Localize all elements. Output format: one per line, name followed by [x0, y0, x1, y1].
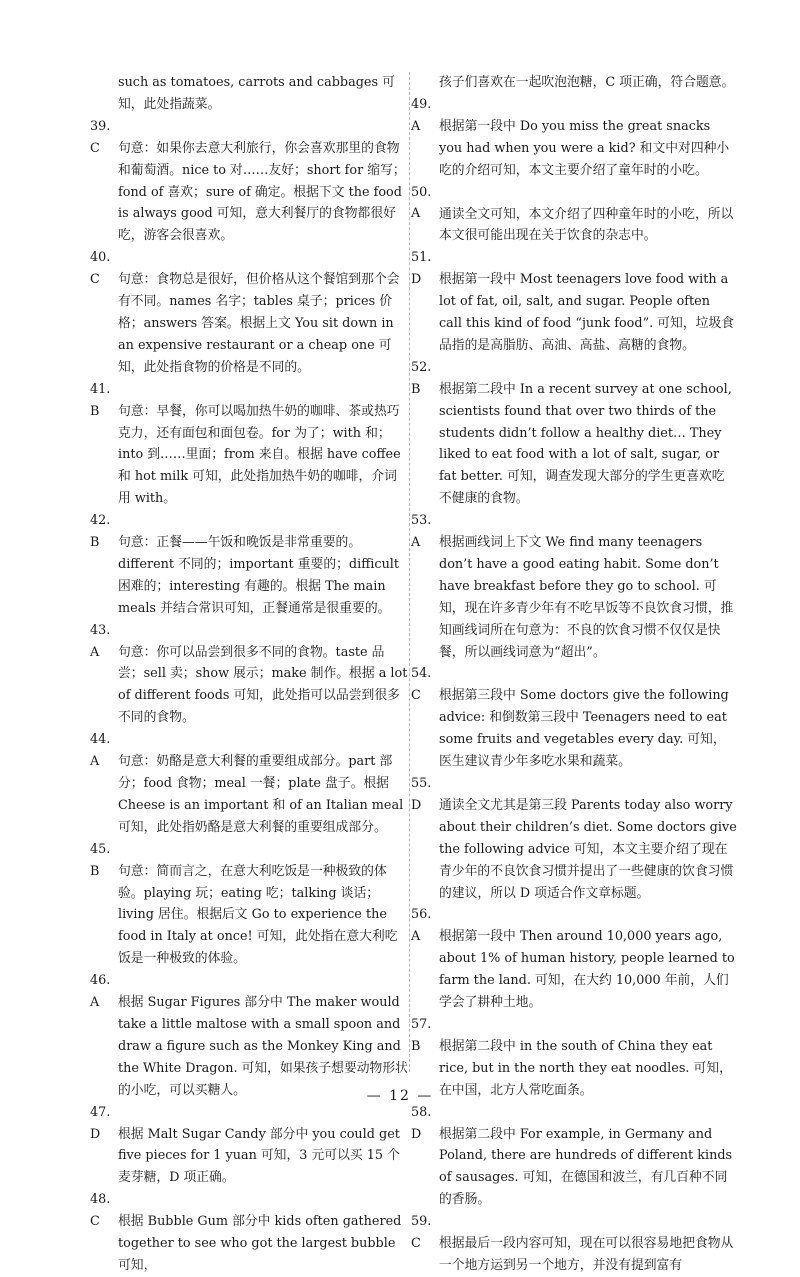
- answer-42: 42.B 句意：正餐——午饭和晚饭是非常重要的。different 不同的；important 重要的；difficult 困难的；interesting 有趣的。根据 The main meals 并结合常识可知，正餐通常是很重要的。: [90, 513, 400, 616]
- continuation-text: such as tomatoes, carrots and cabbages 可知，此处指蔬菜。: [118, 75, 395, 112]
- answer-58: 58.D 根据第二段中 For example, in Germany and Poland, there are hundreds of different kinds of sausages. 可知，在德国和波兰，有几百种不同的香肠。: [411, 1104, 733, 1208]
- answer-53: 53.A 根据画线词上下文 We find many teenagers don’t have a good eating habit. Some don’t have breakfast before they go to school. 可知，现在许多青少年有不吃早饭等不良饮食习惯，推知画线词所在句意为：不良的饮食习惯不仅仅是快餐，所以画线词意为“超出”。: [411, 513, 734, 660]
- answer-57: 57.B 根据第二段中 in the south of China they eat rice, but in the north they eat noodles. 可知，在中国，北方人常吃面条。: [411, 1016, 732, 1098]
- answer-45: 45.B 句意：简而言之，在意大利吃饭是一种极致的体验。playing 玩；eating 吃；talking 谈话；living 居住。根据后文 Go to experience the food in Italy at once! 可知，此处指在意大利吃饭是一种极致的体验。: [90, 841, 398, 967]
- answer-51: 51.D 根据第一段中 Most teenagers love food with a lot of fat, oil, salt, and sugar. People often call this kind of food “junk food”. 可知，垃圾食品指的是高脂肪、高油、高盐、高糖的食物。: [411, 250, 735, 353]
- answer-46: 46.A 根据 Sugar Figures 部分中 The maker would take a little maltose with a small spoon and draw a figure such as the Monkey King and the White Dragon. 可知，如果孩子想要动物形状的小吃，可以买糖人。: [90, 973, 408, 1098]
- answer-50: 50.A 通读全文可知，本文介绍了四种童年时的小吃，所以本文很可能出现在关于饮食的杂志中。: [411, 184, 734, 244]
- continuation-text: 孩子们喜欢在一起吹泡泡糖，C 项正确，符合题意。: [439, 75, 735, 90]
- answer-41: 41.B 句意：早餐，你可以喝加热牛奶的咖啡、茶或热巧克力，还有面包和面包卷。for 为了；with 和；into 到……里面；from 来自。根据 have coffee 和 hot milk 可知，此处指加热牛奶的咖啡，介词用 with。: [90, 381, 401, 507]
- column-divider: [409, 72, 410, 1072]
- page-number: — 12 —: [366, 1088, 434, 1104]
- answer-39: 39.C 句意：如果你去意大利旅行，你会喜欢那里的食物和葡萄酒。nice to 对……友好；short for 缩写；fond of 喜欢；sure of 确定。根据下文 the food is always good 可知，意大利餐厅的食物都很好吃，游客会很喜欢。: [90, 118, 406, 244]
- answer-48: 48.C 根据 Bubble Gum 部分中 kids often gathered together to see who got the largest bubble 可知，: [90, 1192, 402, 1273]
- answer-54: 54.C 根据第三段中 Some doctors give the following advice: 和倒数第三段中 Teenagers need to eat some fruits and vegetables every day. 可知，医生建议青少年多吃水果和蔬菜。: [411, 666, 729, 770]
- answer-40: 40.C 句意：食物总是很好，但价格从这个餐馆到那个会有不同。names 名字；tables 桌子；prices 价格；answers 答案。根据上文 You sit down in an expensive restaurant or a cheap one 可知，此处指食物的价格是不同的。: [90, 250, 400, 375]
- answer-56: 56.A 根据第一段中 Then around 10,000 years ago, about 1% of human history, people learned to farm the land. 可知，在大约 10,000 年前，人们学会了耕种土地。: [411, 907, 735, 1011]
- answer-43: 43.A 句意：你可以品尝到很多不同的食物。taste 品尝；sell 卖；show 展示；make 制作。根据 a lot of different foods 可知，此处指可以品尝到很多不同的食物。: [90, 622, 408, 726]
- answer-49: 49.A 根据第一段中 Do you miss the great snacks you had when you were a kid? 和文中对四种小吃的介绍可知，本文主要介绍了童年时的小吃。: [411, 96, 730, 178]
- answer-44: 44.A 句意：奶酪是意大利餐的重要组成部分。part 部分；food 食物；meal 一餐；plate 盘子。根据 Cheese is an important 和 of an Italian meal 可知，此处指奶酪是意大利餐的重要组成部分。: [90, 732, 404, 835]
- answer-59: 59.C 根据最后一段内容可知，现在可以很容易地把食物从一个地方运到另一个地方，并没有提到富有: [411, 1214, 734, 1273]
- answer-55: 55.D 通读全文尤其是第三段 Parents today also worry about their children’s diet. Some doctors give the following advice 可知，本文主要介绍了现在青少年的不良饮食习惯并提出了一些健康的饮食习惯的建议，所以 D 项适合作文章标题。: [411, 776, 737, 901]
- answer-52: 52.B 根据第二段中 In a recent survey at one school, scientists found that over two thirds of the students didn’t follow a healthy diet… They liked to eat food with a lot of salt, sugar, or fat better. 可知，调查发现大部分的学生更喜欢吃不健康的食物。: [411, 359, 732, 507]
- answer-47: 47.D 根据 Malt Sugar Candy 部分中 you could get five pieces for 1 yuan 可知，3 元可以买 15 个麦芽糖，D 项正确。: [90, 1104, 400, 1186]
